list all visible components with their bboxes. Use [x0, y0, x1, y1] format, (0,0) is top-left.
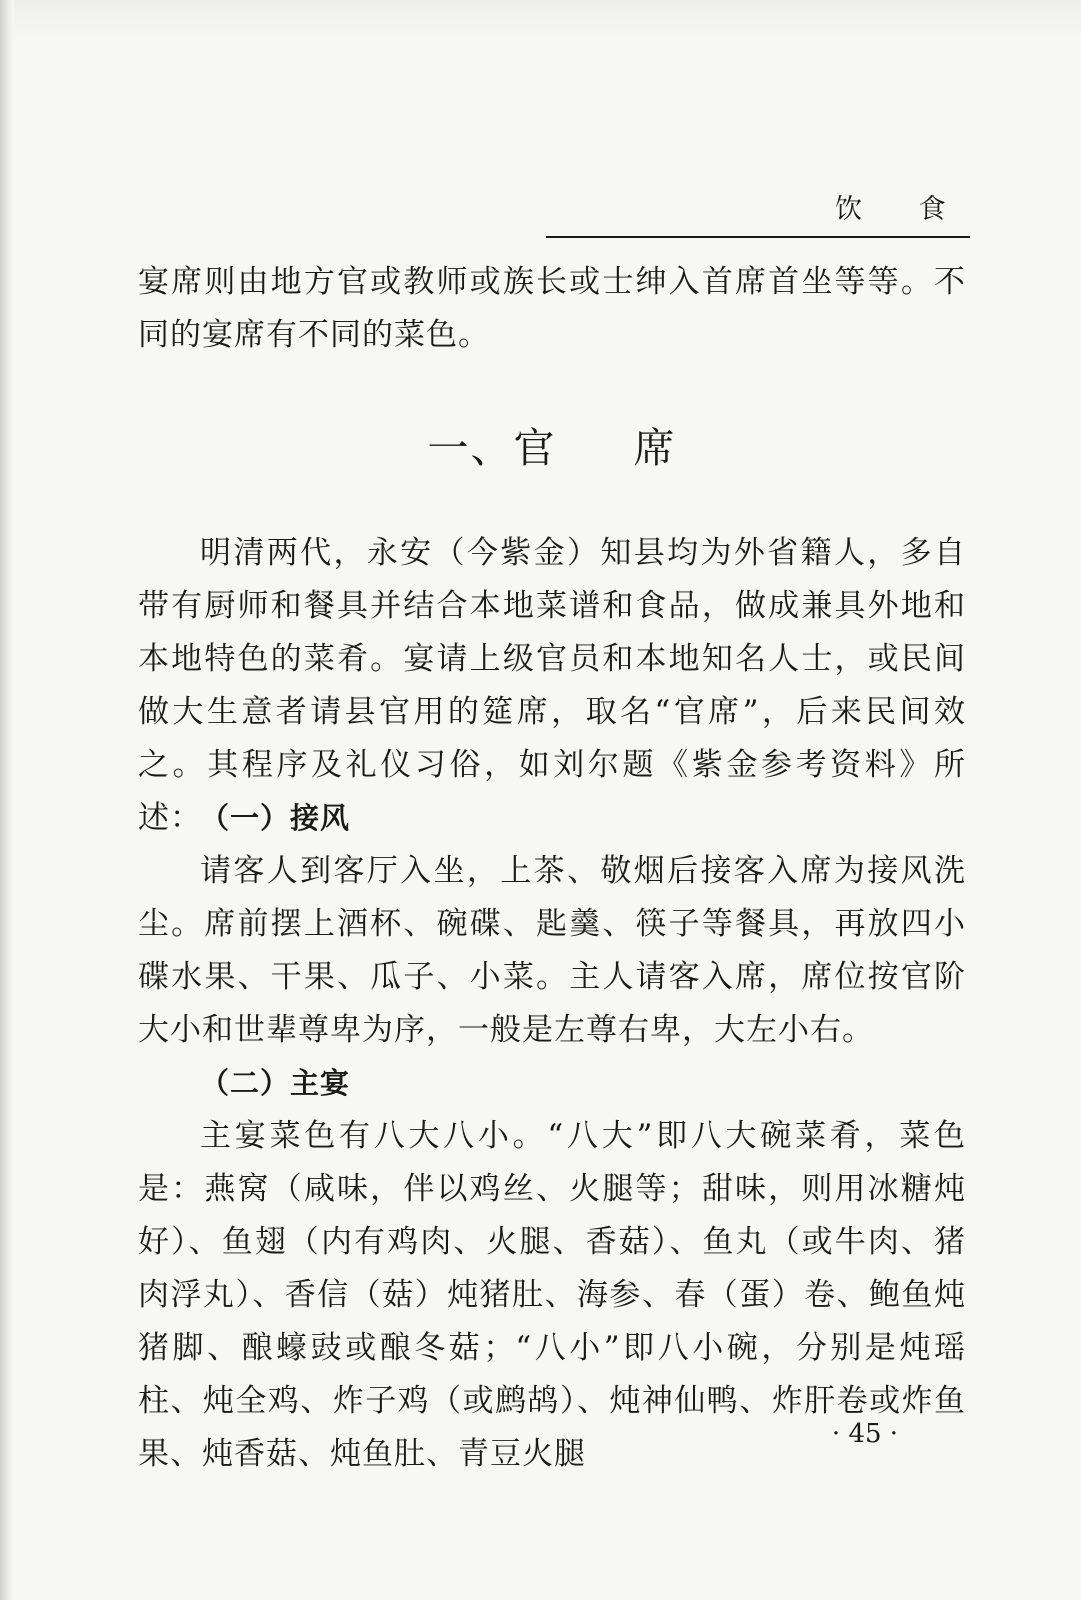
paragraph-2: 请客人到客厅入坐，上茶、敬烟后接客入席为接风洗尘。席前摆上酒杯、碗碟、匙羹、筷子等餐具，再放四小碟水果、干果、瓜子、小菜。主人请客入席，席位按官阶大小和世辈尊卑为序，一般是左尊右卑，大左小右。 [138, 853, 966, 1048]
subheading-2: （二）主宴 [200, 1066, 351, 1100]
paragraph-1: 明清两代，永安（今紫金）知县均为外省籍人，多自带有厨师和餐具并结合本地菜谱和食品，做成兼具外地和本地特色的菜肴。宴请上级官员和本地知名人士，或民间做大生意者请县官用的筵席，取名“官席”，后来民间效之。其程序及礼仪习俗，如刘尔题《紫金参考资料》所述： [138, 535, 966, 836]
paragraph-3: 主宴菜色有八大八小。“八大”即八大碗菜肴，菜色是：燕窝（咸味，伴以鸡丝、火腿等；甜味，则用冰糖炖好）、鱼翅（内有鸡肉、火腿、香菇）、鱼丸（或牛肉、猪肉浮丸）、香信（菇）炖猪肚、海参、春（蛋）卷、鲍鱼炖猪脚、酿蠔豉或酿冬菇；“八小”即八小碗，分别是炖瑶柱、炖全鸡、炸子鸡（或鹧鸪）、炖神仙鸭、炸肝卷或炸鱼果、炖香菇、炖鱼肚、青豆火腿 [138, 1118, 966, 1472]
scan-shadow-top [0, 0, 1081, 40]
intro-paragraph: 宴席则由地方官或教师或族长或士绅入首席首坐等等。不同的宴席有不同的菜色。 [138, 264, 966, 353]
section-title: 一、官 席 [427, 424, 677, 472]
header-rule [546, 236, 970, 238]
running-head: 饮 食 [835, 194, 970, 225]
scan-shadow-left [0, 0, 14, 1600]
page-number: · 45 · [831, 1419, 899, 1449]
subheading-1: （一）接风 [200, 801, 351, 835]
